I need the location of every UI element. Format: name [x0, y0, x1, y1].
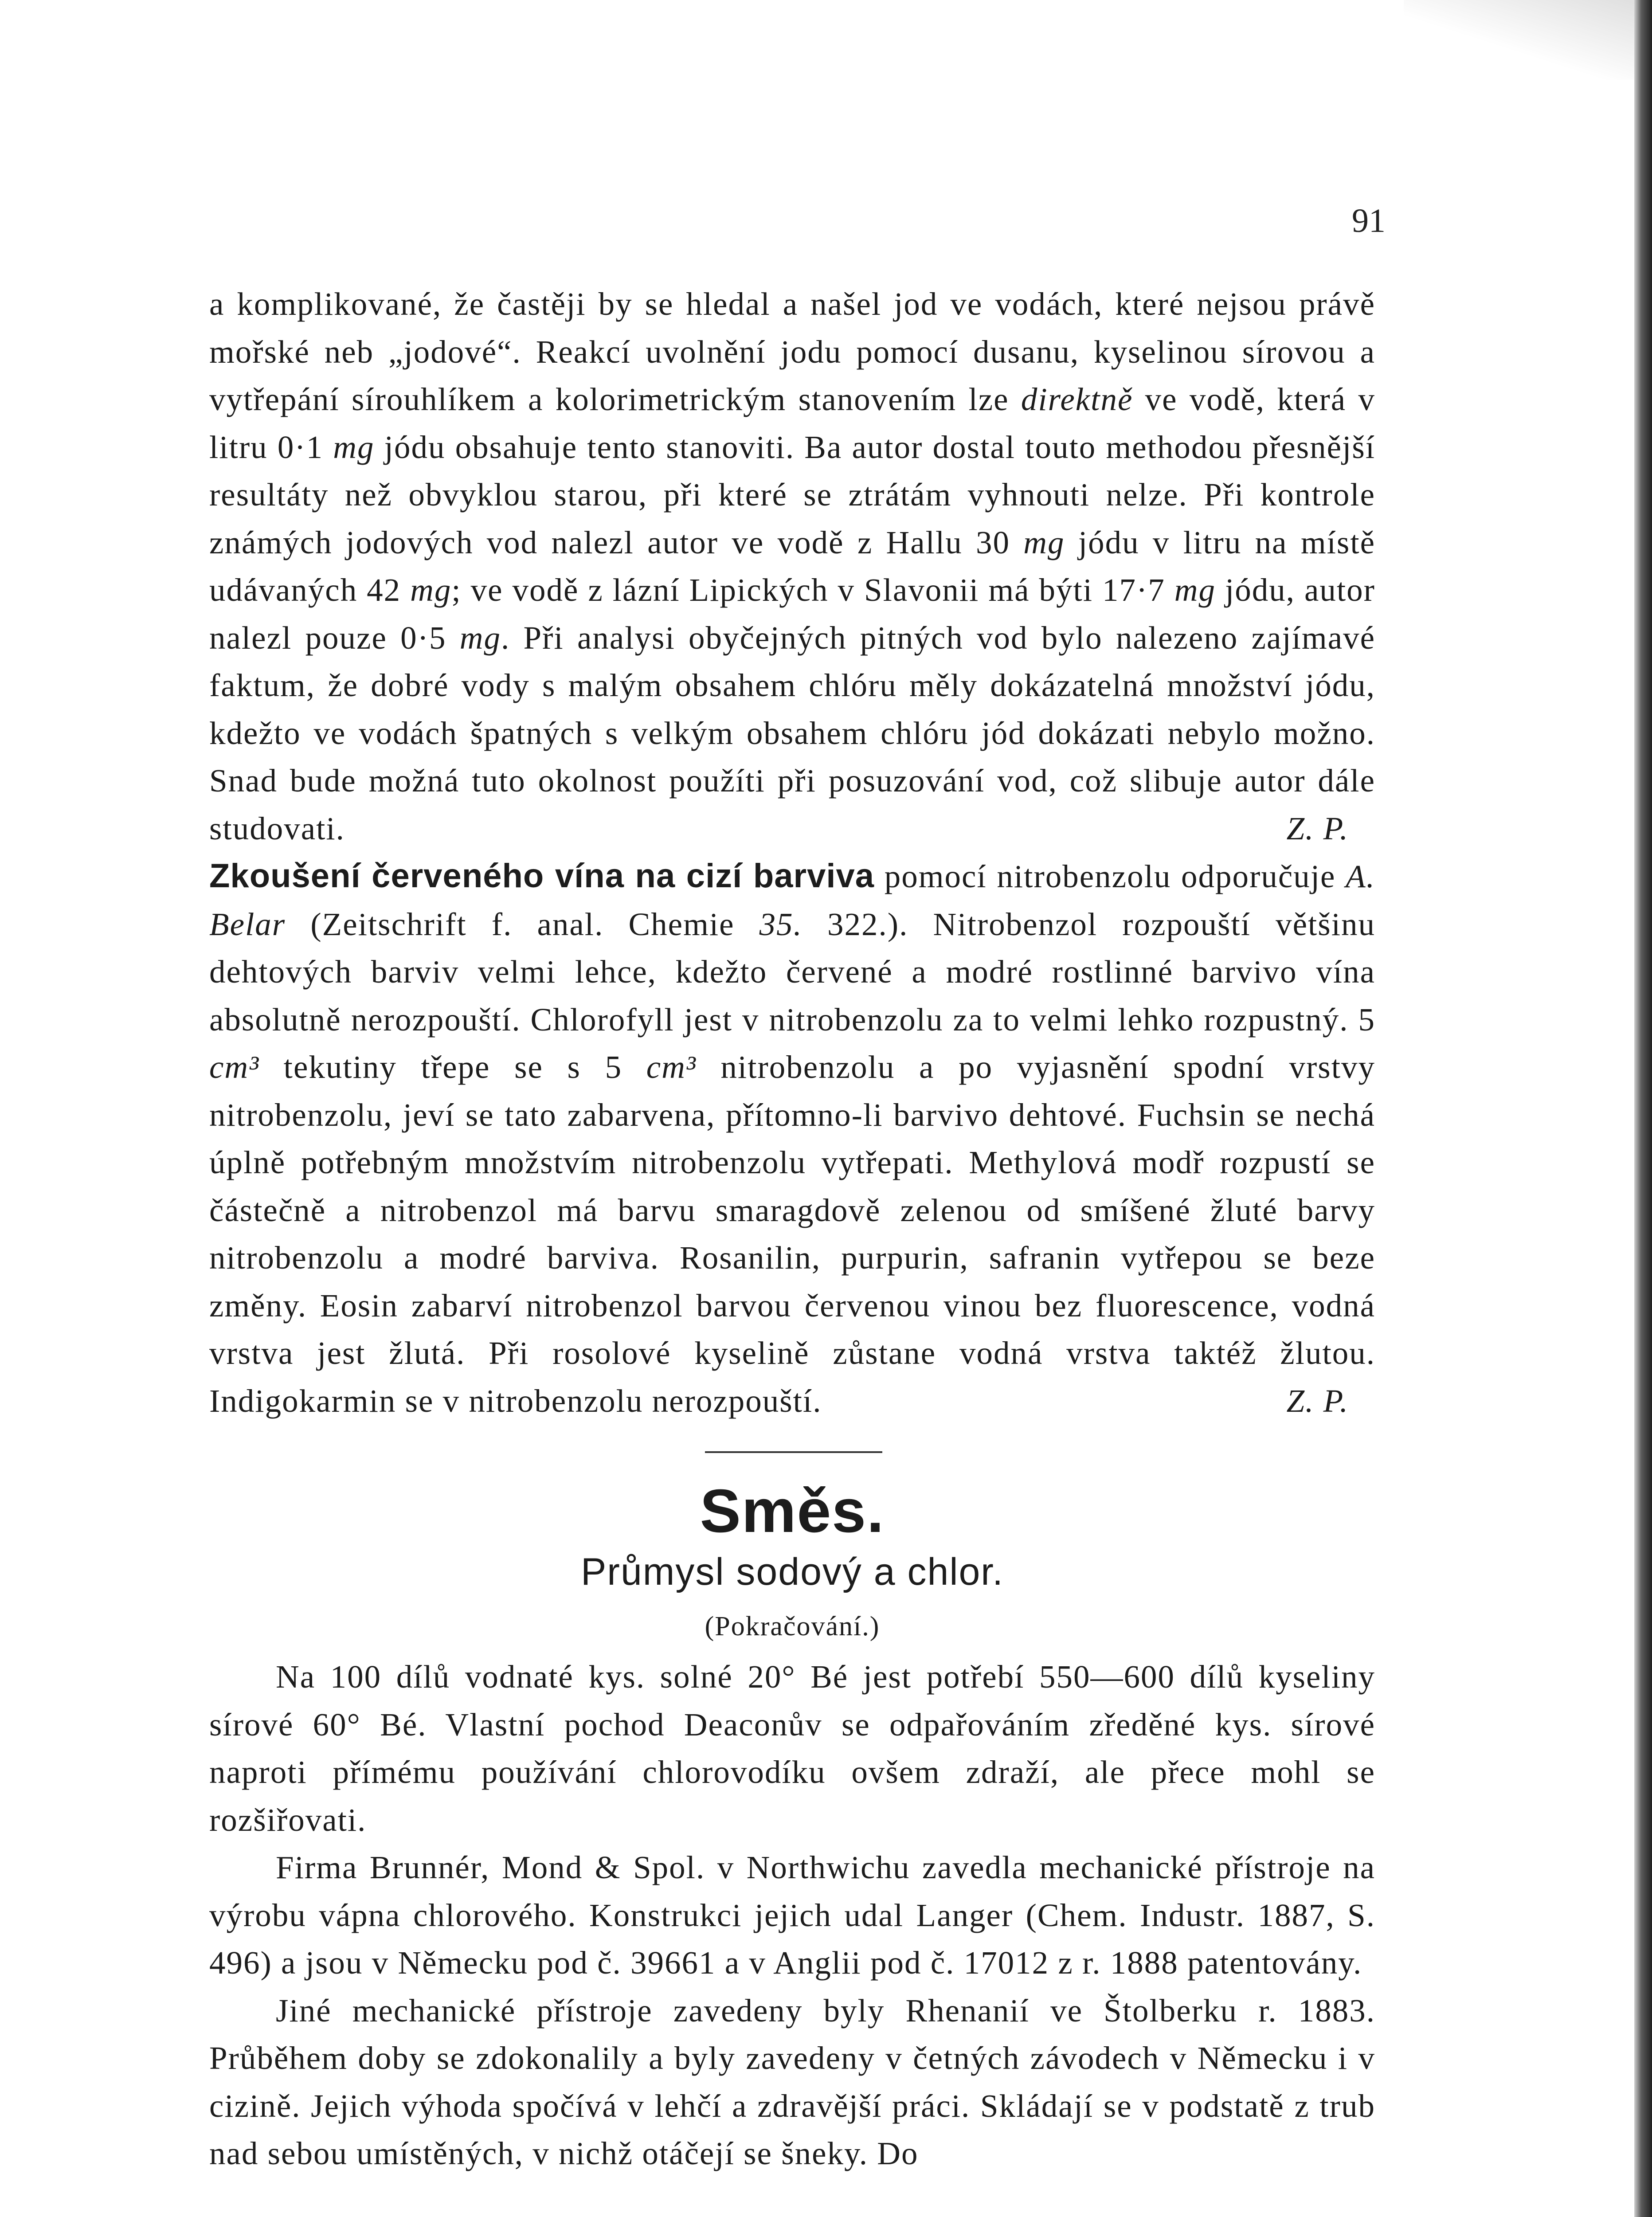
paragraph: Jiné mechanické přístroje zavedeny byly Rhenanií ve Štolberku r. 1883. Průběhem doby se zdokonalily a byly zavedeny v četných závodech v Německu i v cizině. Jejich výhoda spočívá v lehčí a zdravější práci. Skládají se v podstatě z trub nad sebou umístěných, v nichž otáčejí se šneky. Do	[209, 1992, 1375, 2171]
text-segment: 322.). Nitrobenzol rozpouští většinu dehtových barviv velmi lehce, kdežto červené a modré rostlinné barvivo vína absolutně nerozpouští. Chlorofyll jest v nitrobenzolu za to velmi lehko rozpustný. 5	[209, 906, 1375, 1038]
text-segment: jódu obsahuje tento stanoviti. Ba autor dostal touto methodou přesnější resultáty než obvyklou starou, při které se ztrátám vyhnouti nelze. Při kontrole známých jodových vod nalezl autor ve vodě z Hallu 30	[209, 429, 1376, 560]
text-segment: . Při analysi obyčejných pitných vod bylo nalezeno zajímavé faktum, že dobré vody s malým obsahem chlóru měly dokázatelná množství jódu, kdežto ve vodách špatných s velkým obsahem chlóru jód dokázati nebylo možno. Snad bude možná tuto okolnost použíti při posuzování vod, což slibuje autor dále studovati.	[209, 619, 1375, 846]
text-segment: a komplikované, že častěji by se hledal a našel jod ve vodách, které nejsou právě mořské neb „jodové“. Reakcí uvolnění jodu pomocí dusanu, kyselinou sírovou a vytřepání sírouhlíkem a kolorimetrickým stanovením lze	[209, 286, 1375, 417]
volume: 35.	[759, 906, 803, 942]
text-segment: (Zeitschrift f. anal. Chemie	[286, 906, 759, 942]
page-edge	[1634, 0, 1652, 2217]
author-name: A. Belar	[209, 858, 1375, 942]
text-segment: jódu, autor nalezl pouze 0·5	[209, 572, 1375, 656]
text-segment: nitrobenzolu a po vyjasnění spodní vrstvy nitrobenzolu, jeví se tato zabarvena, přítomno-li barvivo dehtové. Fuchsin se nechá úplně potřebným množstvím nitrobenzolu vytřepati. Methylová modř rozpustí se částečně a nitrobenzol má barvu smaragdově zelenou od smíšené žluté barvy nitrobenzolu a modré barviva. Rosanilin, purpurin, safranin vytřepou se beze změny. Eosin zabarví nitrobenzol barvou červenou vinou bez fluorescence, vodná vrstva jest žlutá. Při rosolové kyselině zůstane vodná vrstva taktéž žlutou. Indigokarmin se v nitrobenzolu nerozpouští.	[209, 1049, 1375, 1419]
unit: cm³	[209, 1049, 260, 1085]
paragraph-iodine	[209, 280, 1375, 852]
article-title: Zkoušení červeného vína na cizí barviva	[209, 857, 875, 895]
unit: mg	[1174, 572, 1216, 608]
paragraph-wine	[209, 852, 1375, 1425]
continuation-note: (Pokračování.)	[705, 1611, 880, 1641]
page-number: 91	[1352, 202, 1386, 239]
text-segment: ve vodě, která v litru 0·1	[209, 381, 1375, 465]
section-heading: Směs.	[700, 1477, 885, 1545]
scan-shadow	[1404, 0, 1652, 80]
unit: cm³	[646, 1049, 697, 1085]
text-segment: tekutiny třepe se s 5	[259, 1049, 646, 1085]
paragraph: Firma Brunnér, Mond & Spol. v Northwichu zavedla mechanické přístroje na výrobu vápna chlorového. Konstrukci jejich udal Langer (Chem. Industr. 1887, S. 496) a jsou v Německu pod č. 39661 a v Anglii pod č. 17012 z r. 1888 patentovány.	[209, 1849, 1375, 1981]
unit: mg	[410, 572, 452, 608]
emphasis: direktně	[1021, 381, 1133, 417]
text-segment: jódu v litru na místě udávaných 42	[209, 524, 1375, 608]
unit: mg	[333, 429, 375, 465]
text-column	[209, 280, 1375, 2178]
text-segment: ; ve vodě z lázní Lipických v Slavonii má býti 17·7	[451, 572, 1174, 608]
unit: mg	[1023, 524, 1065, 560]
text-segment: pomocí nitrobenzolu odporučuje	[874, 858, 1346, 894]
section-subheading: Průmysl sodový a chlor.	[580, 1551, 1004, 1593]
separator-rule	[705, 1451, 882, 1453]
unit: mg	[459, 619, 501, 656]
paragraph: Na 100 dílů vodnaté kys. solné 20° Bé jest potřebí 550—600 dílů kyseliny sírové 60° Bé. Vlastní pochod Deaconův se odpařováním zředěné kys. sírové naproti přímému používání chlorovodíku ovšem zdraží, ale přece mohl se rozšiřovati.	[209, 1659, 1375, 1838]
signature: Z. P.	[1286, 810, 1349, 846]
signature: Z. P.	[1286, 1383, 1349, 1419]
